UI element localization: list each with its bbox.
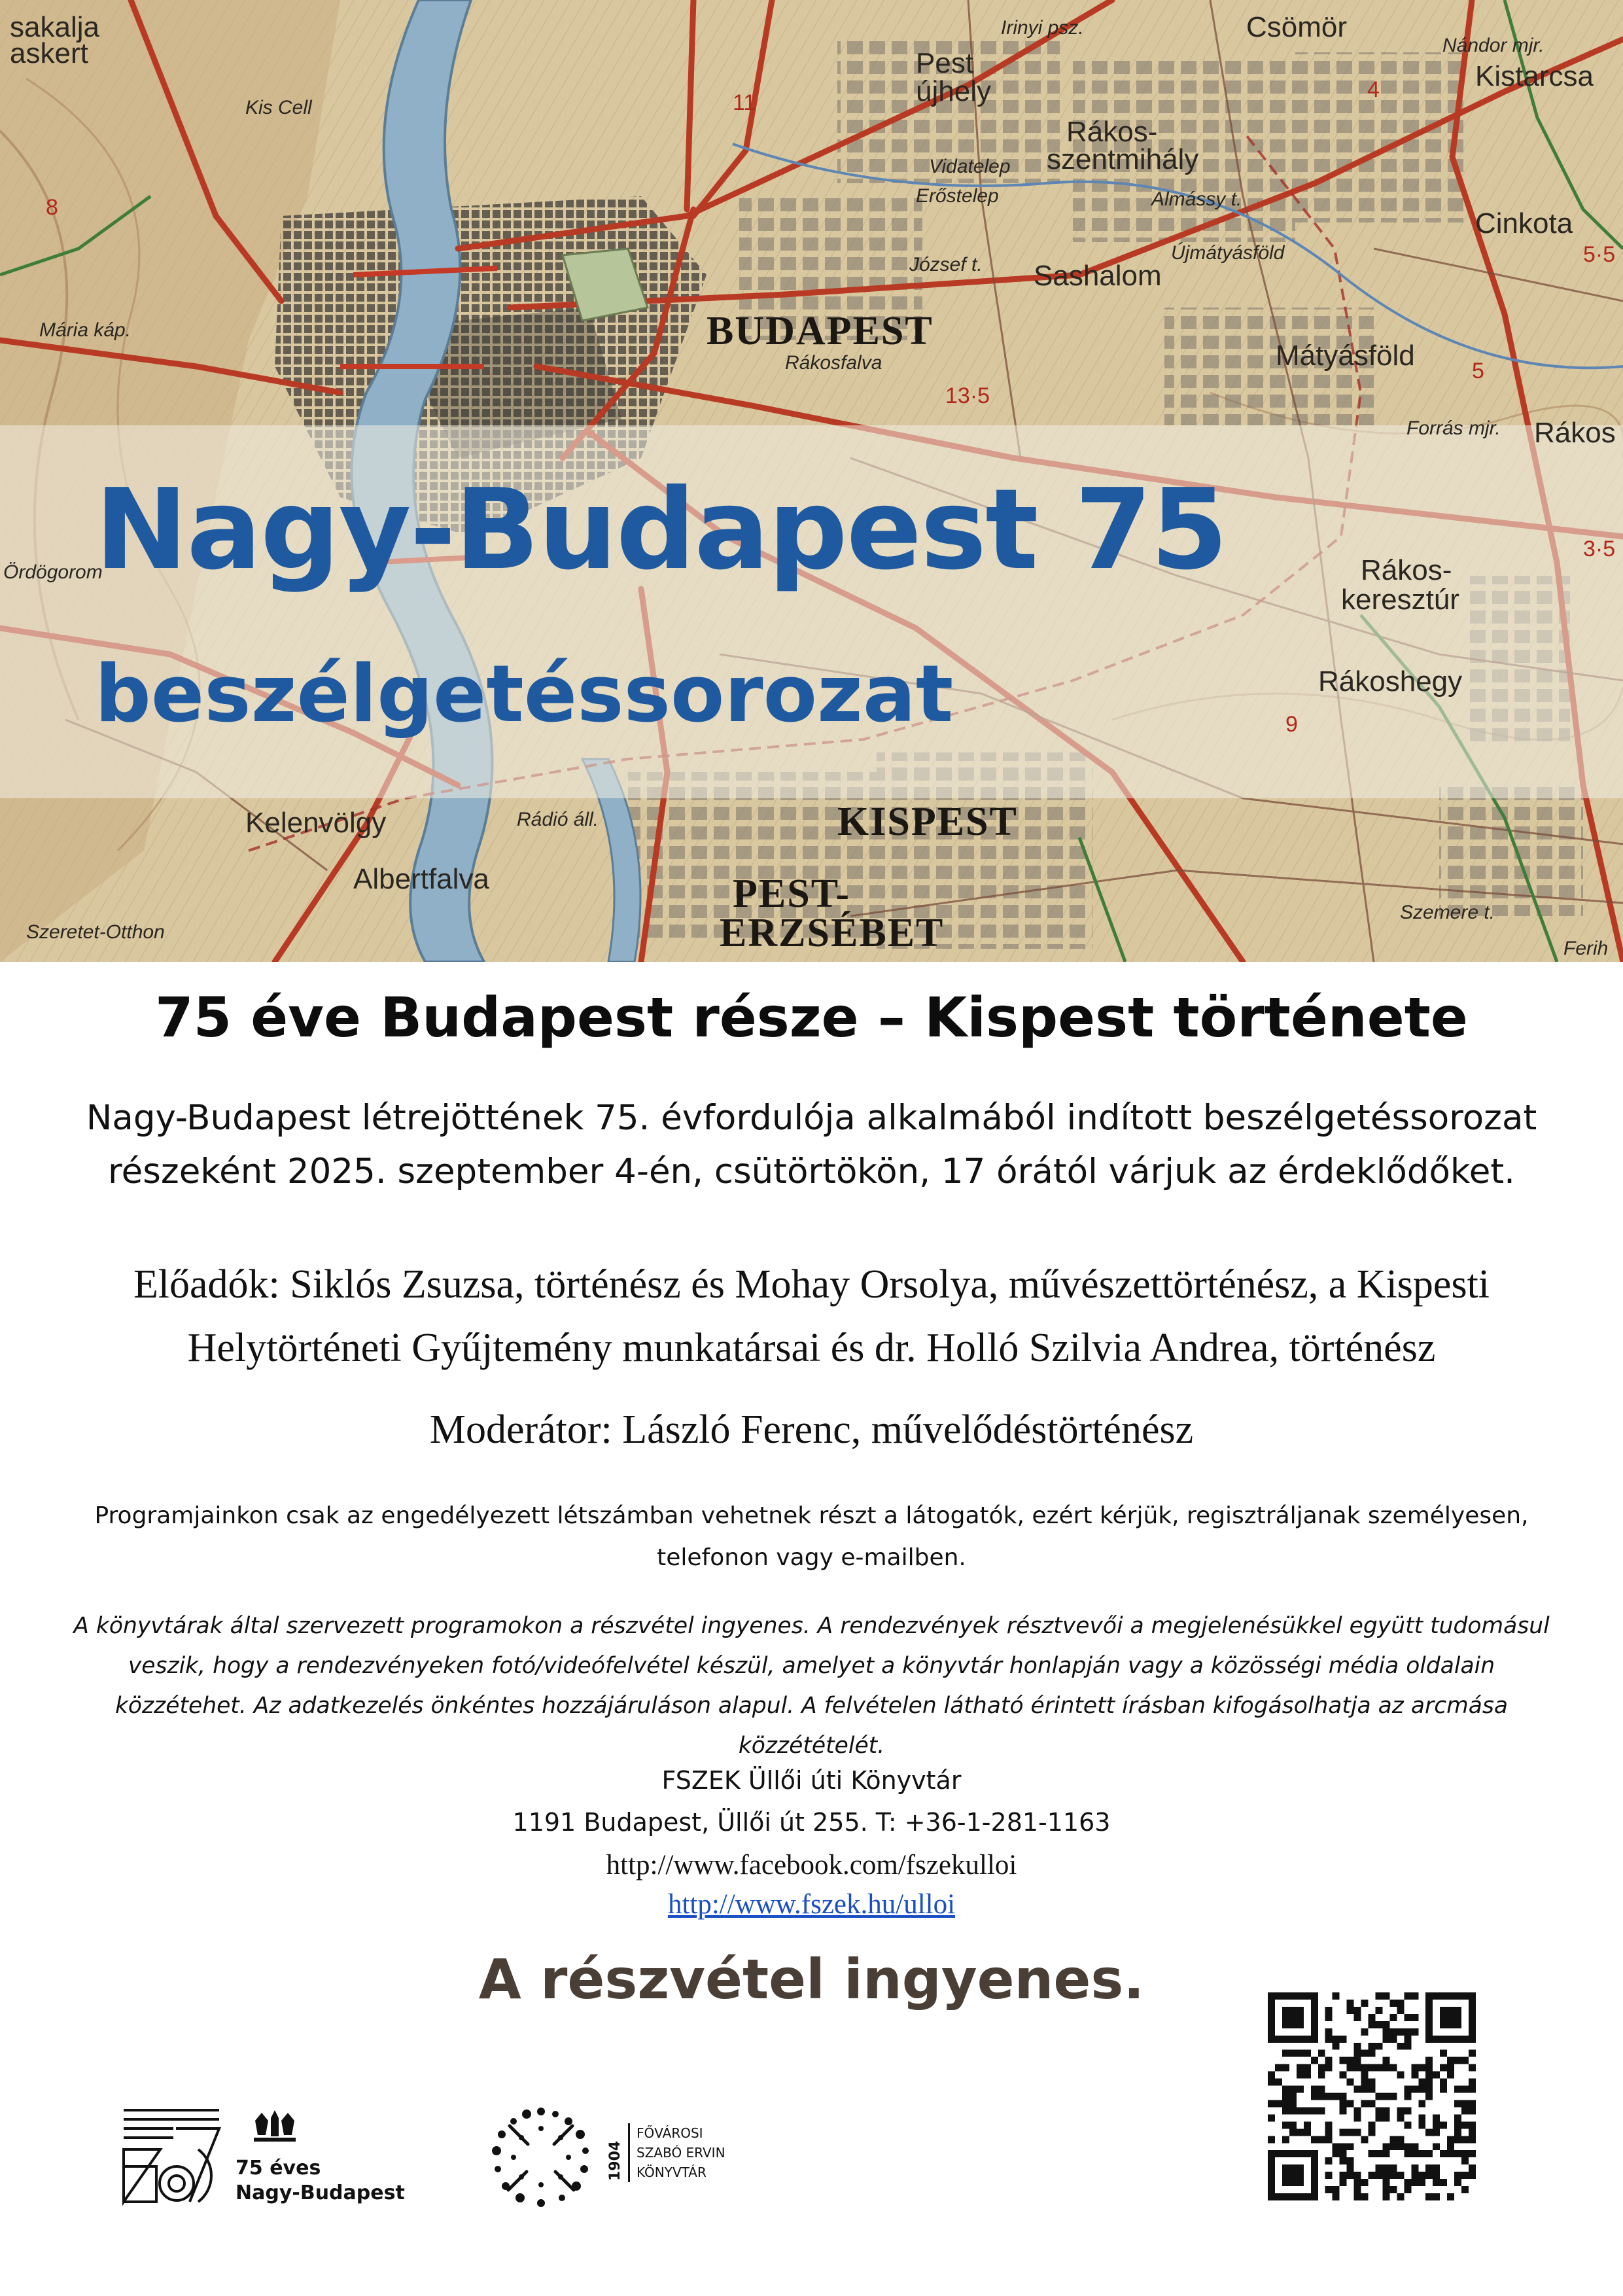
series-title: Nagy-Budapest 75 [95, 465, 1227, 595]
speakers-line: Előadók: Siklós Zsuzsa, történész és Mohay Orsolya, művészettörténész, a Kispesti [133, 1262, 1490, 1307]
disclaimer-line: közzétehet. Az adatkezelés önkéntes hozzájáruláson alapul. A felvételen látható érintett írásban kifogásolhatja az arcmása [114, 1693, 1509, 1719]
map-label-pesterzsebet: ERZSÉBET [720, 911, 945, 955]
fszek-org-name [628, 2123, 725, 2182]
fszek-burst-icon [487, 2104, 599, 2212]
map-label: Kistarcsa [1475, 60, 1594, 92]
map-number: 8 [46, 195, 58, 220]
map-label: sakalja [10, 11, 99, 43]
speakers-line: Helytörténeti Gyűjtemény munkatársai és dr. Holló Szilvia Andrea, történész [187, 1326, 1436, 1370]
hero-map-banner [0, 0, 1623, 962]
map-label: Sashalom [1034, 260, 1162, 292]
map-label: Kis Cell [245, 97, 312, 118]
registration-notice [79, 1495, 1544, 1579]
event-intro [39, 1091, 1584, 1199]
intro-line: részeként 2025. szeptember 4-én, csütörtökön, 17 órától várjuk az érdeklődőket. [108, 1152, 1515, 1192]
map-label: Szeretet-Otthon [26, 921, 165, 943]
map-number: 5·5 [1583, 242, 1616, 267]
map-label: Mátyásföld [1276, 340, 1415, 372]
event-title: 75 éve Budapest része – Kispest története [155, 985, 1468, 1050]
map-number: 9 [1285, 712, 1298, 737]
map-label: József t. [909, 254, 983, 275]
map-label: Ördögorom [3, 561, 103, 583]
nagy-budapest-logo-text [236, 2156, 405, 2206]
map-label: Mária káp. [39, 319, 131, 341]
map-label-pesterzsebet: PEST- [733, 872, 851, 916]
privacy-disclaimer [26, 1606, 1597, 1766]
nagy-budapest-75-logo [121, 2104, 428, 2208]
intro-line: Nagy-Budapest létrejöttének 75. évfordulója alkalmából indított beszélgetéssorozat [86, 1098, 1537, 1138]
map-label: Almássy t. [1151, 188, 1242, 210]
qr-code[interactable] [1268, 1992, 1476, 2200]
disclaimer-line: veszik, hogy a rendezvényeken fotó/videófelvétel készül, amelyet a könyvtár honlapján vagy a közösségi média oldalain [128, 1653, 1495, 1679]
map-label: Csömör [1246, 11, 1348, 43]
map-label: Kelenvölgy [245, 807, 387, 839]
library-address: 1191 Budapest, Üllői út 255. T: +36-1-281-1163 [512, 1808, 1111, 1837]
facebook-url[interactable]: http://www.facebook.com/fszekulloi [606, 1850, 1017, 1881]
map-label: askert [10, 37, 88, 69]
map-label: Nándor mjr. [1442, 35, 1544, 56]
map-label: Albertfalva [353, 863, 489, 895]
map-label: Rákos [1534, 417, 1616, 449]
moderator: Moderátor: László Ferenc, művelődéstörténész [429, 1407, 1194, 1452]
map-number: 4 [1367, 77, 1380, 102]
series-subtitle: beszélgetéssorozat [95, 649, 954, 740]
logo-text-line: 75 éves [236, 2157, 321, 2180]
free-entry-banner: A részvétel ingyenes. [478, 1947, 1145, 2011]
map-label: Újmátyásföld [1171, 242, 1285, 264]
map-label: Cinkota [1475, 207, 1573, 239]
map-label: Erőstelep [916, 185, 999, 207]
map-label: Ferih [1563, 938, 1609, 959]
logo-text-line: Nagy-Budapest [236, 2181, 405, 2204]
org-line: KÖNYVTÁR [637, 2164, 707, 2180]
disclaimer-line: A könyvtárak által szervezett programokon a részvétel ingyenes. A rendezvények résztvevői a megjelenésükkel együtt tudomásul [73, 1613, 1550, 1639]
map-label: Rákoshegy [1318, 665, 1463, 698]
website-link[interactable]: http://www.fszek.hu/ulloi [667, 1889, 956, 1920]
fszek-library-logo [487, 2104, 725, 2212]
speakers [39, 1253, 1584, 1380]
map-label: Rákos- [1361, 554, 1452, 586]
map-label: Rádió áll. [517, 809, 599, 830]
notice-line: Programjainkon csak az engedélyezett létszámban vehetnek részt a látogatók, ezért kérjük, regisztráljanak személyesen, [94, 1502, 1529, 1529]
map-number: 13·5 [945, 383, 990, 408]
map-label: Vidatelep [929, 156, 1011, 177]
map-label-kispest: KISPEST [837, 800, 1018, 844]
notice-line: telefonon vagy e-mailben. [657, 1544, 966, 1571]
map-label: Pest [916, 47, 974, 79]
map-label: Forrás mjr. [1406, 417, 1501, 439]
map-label: Irinyi psz. [1001, 17, 1084, 39]
map-number: 5 [1472, 359, 1484, 383]
nagy-budapest-75-mark-icon [121, 2104, 232, 2208]
org-line: FŐVÁROSI [637, 2125, 703, 2141]
library-name: FSZEK Üllői úti Könyvtár [661, 1766, 962, 1795]
map-label-budapest: BUDAPEST [707, 309, 934, 353]
map-label: keresztúr [1341, 584, 1459, 616]
coat-of-arms-icon [242, 2109, 307, 2146]
fszek-year: 1904 [607, 2140, 623, 2181]
qr-code-icon [1268, 1992, 1476, 2200]
disclaimer-line: közzétételét. [738, 1733, 885, 1759]
map-label: szentmihály [1047, 143, 1199, 175]
map-label: Rákosfalva [785, 352, 882, 374]
map-label: Szemere t. [1400, 902, 1495, 923]
map-label: újhely [916, 75, 991, 107]
map-number: 3·5 [1583, 537, 1616, 561]
org-line: SZABÓ ERVIN [637, 2145, 725, 2161]
map-label: Rákos- [1066, 116, 1158, 148]
map-number: 11 [733, 90, 756, 115]
